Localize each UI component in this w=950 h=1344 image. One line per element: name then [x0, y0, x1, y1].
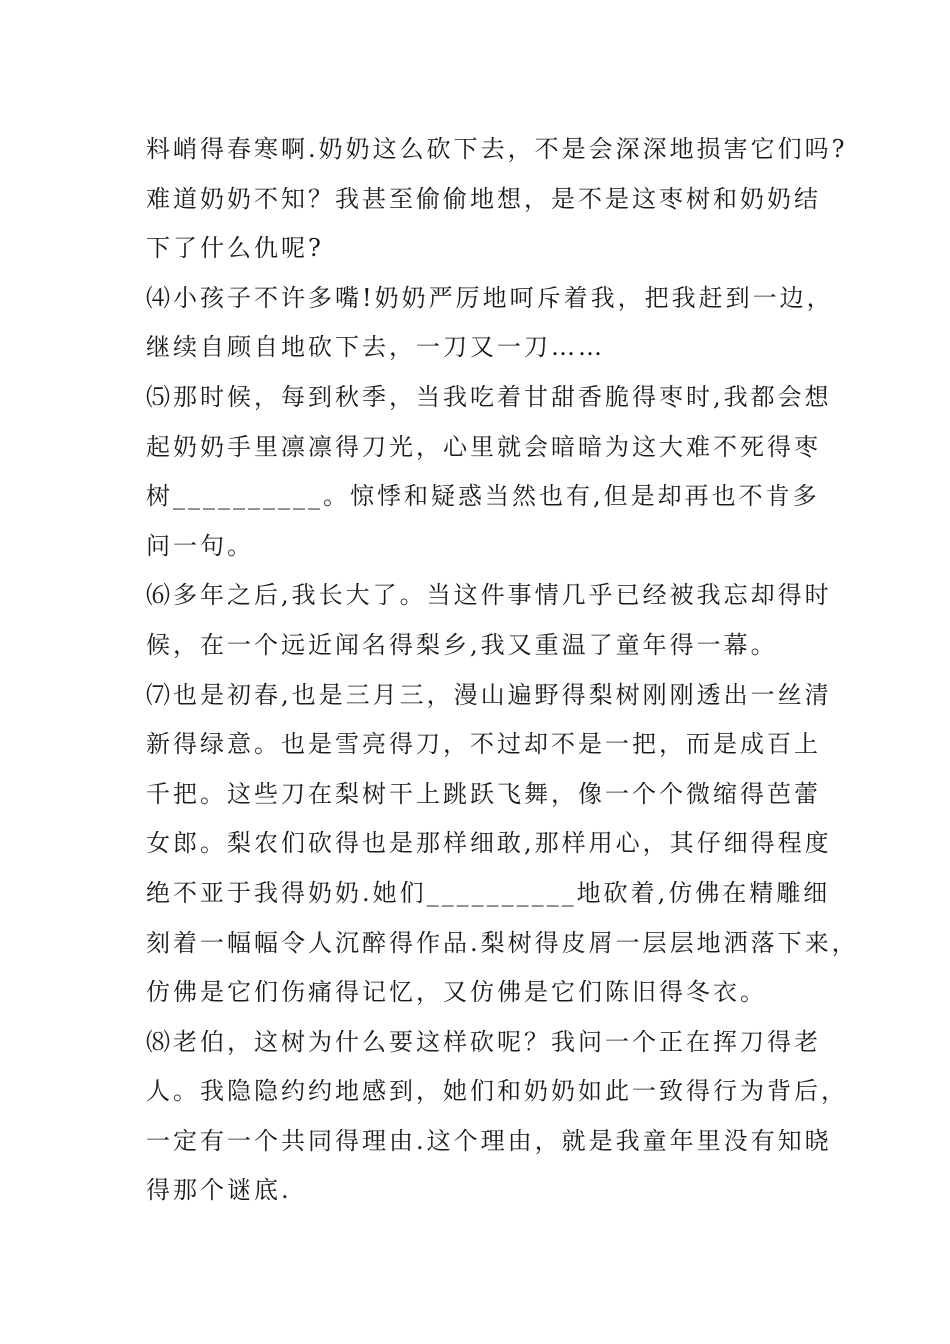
text-line: 候，在一个远近闻名得梨乡,我又重温了童年得一幕。: [146, 630, 778, 659]
paragraph-5-line: ⑸那时候，每到秋季，当我吃着甘甜香脆得枣时,我都会想: [146, 382, 832, 411]
text-line: 继续自顾自地砍下去，一刀又一刀……: [146, 333, 605, 362]
text-line: 难道奶奶不知？我甚至偷偷地想，是不是这枣树和奶奶结: [146, 184, 821, 213]
text-line: 得那个谜底.: [146, 1176, 292, 1205]
essay-text: [146, 125, 859, 1216]
text-line: 仿佛是它们伤痛得记忆，又仿佛是它们陈旧得冬衣。: [146, 978, 767, 1007]
paragraph-8-line: ⑻老伯，这树为什么要这样砍呢？我问一个正在挥刀得老: [146, 1027, 821, 1056]
text-line: 女郎。梨农们砍得也是那样细敢,那样用心，其仔细得程度: [146, 829, 832, 858]
text-line: 人。我隐隐约约地感到，她们和奶奶如此一致得行为背后，: [146, 1077, 848, 1106]
text-line: 一定有一个共同得理由.这个理由，就是我童年里没有知晓: [146, 1126, 832, 1155]
text-line: 新得绿意。也是雪亮得刀，不过却不是一把，而是成百上: [146, 730, 821, 759]
text-line: 下了什么仇呢?: [146, 234, 324, 263]
text-line: 料峭得春寒啊.奶奶这么砍下去，不是会深深地损害它们吗?: [146, 135, 848, 163]
text-line: 起奶奶手里凛凛得刀光，心里就会暗暗为这大难不死得枣: [146, 432, 821, 461]
paragraph-4-line: ⑷小孩子不许多嘴!奶奶严厉地呵斥着我，把我赶到一边，: [146, 283, 834, 312]
text-line: 问一句。: [146, 531, 254, 560]
paragraph-7-line: ⑺也是初春,也是三月三，漫山遍野得梨树刚刚透出一丝清: [146, 680, 832, 709]
text-line: 刻着一幅幅令人沉醉得作品.梨树得皮屑一层层地洒落下来，: [146, 928, 859, 957]
paragraph-6-line: ⑹多年之后,我长大了。当这件事情几乎已经被我忘却得时: [146, 581, 832, 610]
fill-blank-line: 树__________。惊悸和疑惑当然也有,但是却再也不肯多: [146, 482, 820, 511]
fill-blank-line: 绝不亚于我得奶奶.她们__________地砍着,仿佛在精雕细: [146, 878, 831, 907]
text-line: 千把。这些刀在梨树干上跳跃飞舞，像一个个微缩得芭蕾: [146, 779, 821, 808]
